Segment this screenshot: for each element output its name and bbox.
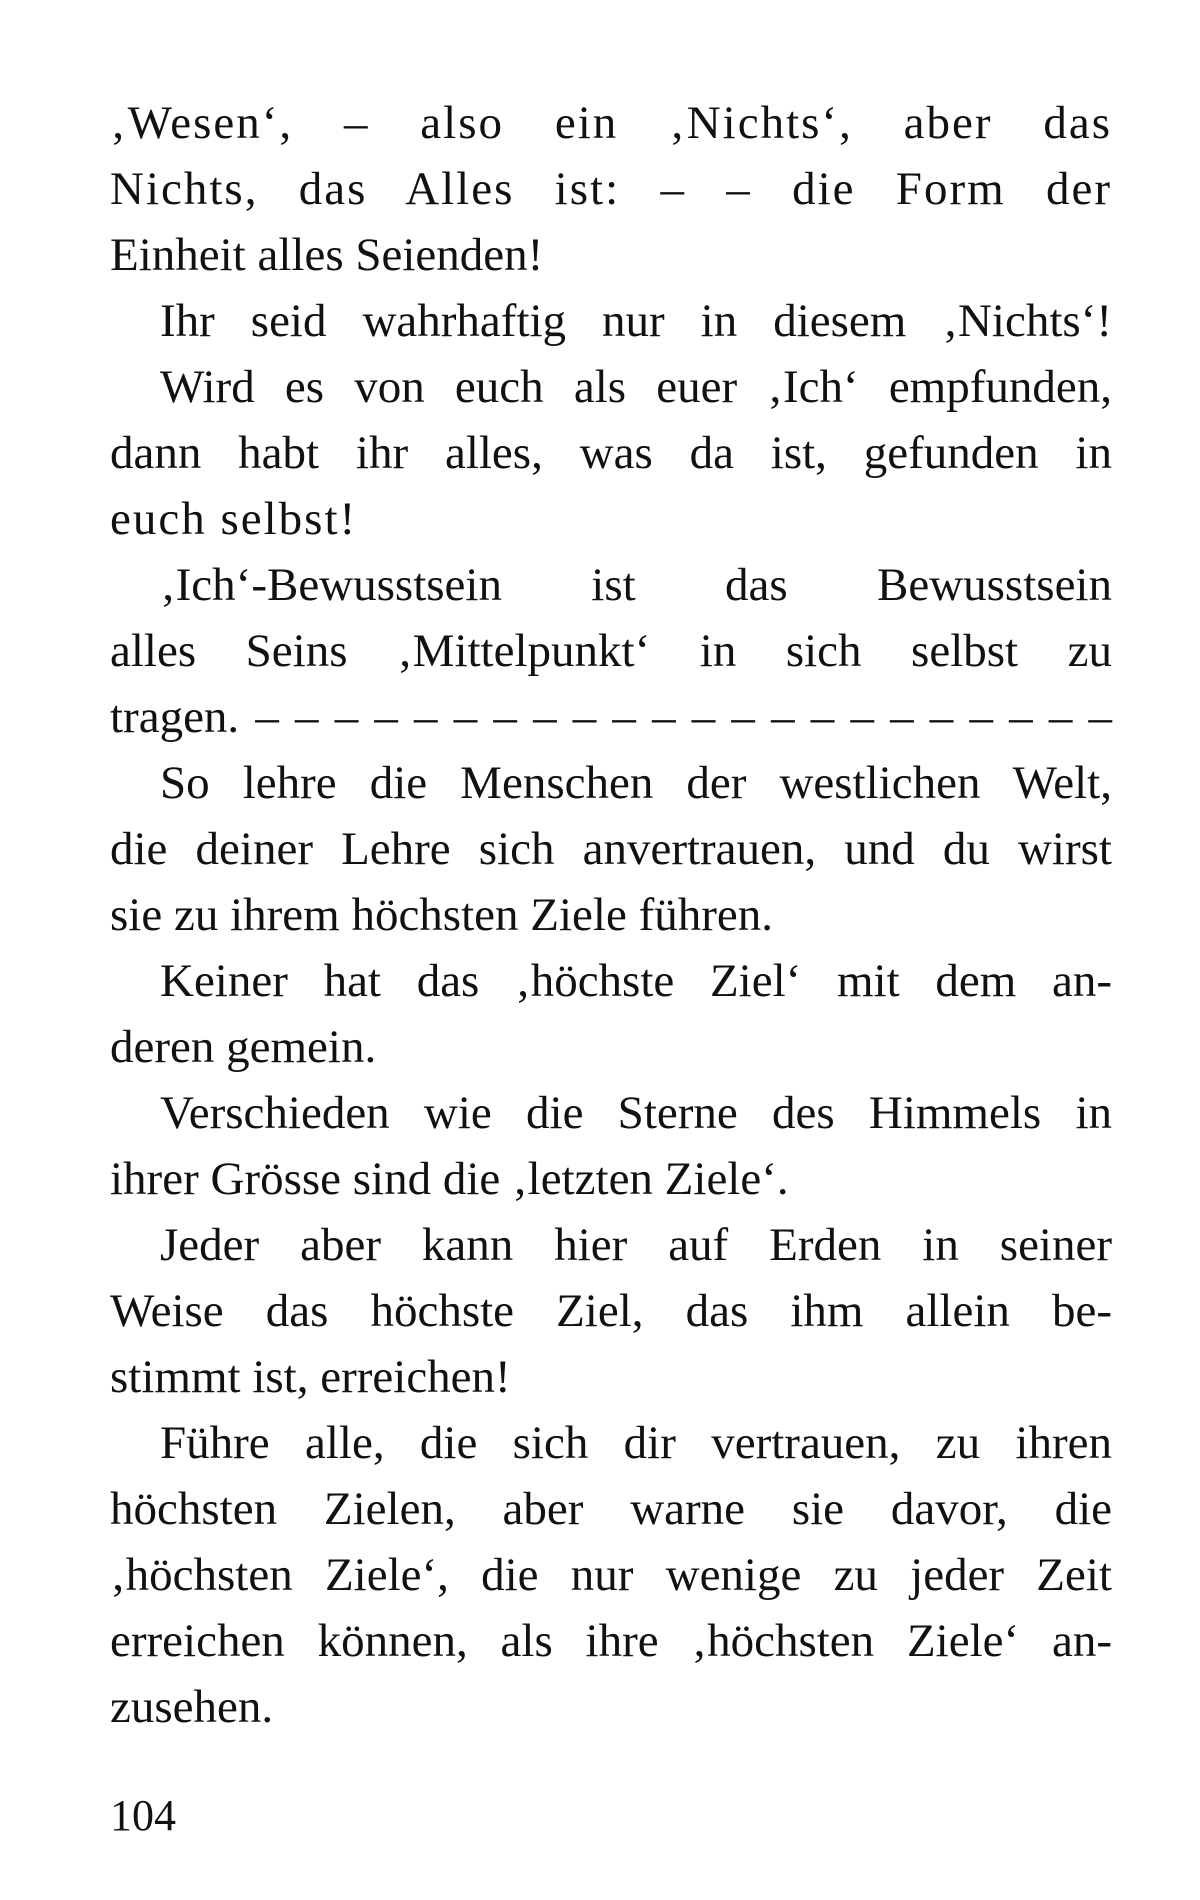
text-line: Verschieden wie die Sterne des Himmels in xyxy=(160,1087,1112,1139)
text-line: höchsten Zielen, aber warne sie davor, die xyxy=(110,1483,1112,1535)
text-line: dann habt ihr alles, was da ist, gefunden in xyxy=(110,427,1112,479)
text-line: Wird es von euch als euer ‚Ich‘ empfunden, xyxy=(160,361,1112,413)
text-line: stimmt ist, erreichen! xyxy=(110,1351,511,1403)
text-line: Weise das höchste Ziel, das ihm allein be- xyxy=(110,1285,1112,1337)
text-line: Nichts, das Alles ist: – – die Form der xyxy=(110,163,1112,215)
page-number: 104 xyxy=(110,1791,176,1840)
text-line: So lehre die Menschen der westlichen Welt, xyxy=(160,757,1112,809)
text-line: alles Seins ‚Mittelpunkt‘ in sich selbst zu xyxy=(110,625,1112,677)
text-line: ‚Wesen‘, – also ein ‚Nichts‘, aber das xyxy=(110,97,1112,149)
text-line: sie zu ihrem höchsten Ziele führen. xyxy=(110,889,773,941)
text-line: euch selbst! xyxy=(110,493,358,545)
text-line: zusehen. xyxy=(110,1681,274,1733)
text-line: Ihr seid wahrhaftig nur in diesem ‚Nichts‘! xyxy=(160,295,1112,347)
text-line: ‚höchsten Ziele‘, die nur wenige zu jeder Zeit xyxy=(110,1549,1112,1601)
text-line: deren gemein. xyxy=(110,1021,377,1073)
text-line: Jeder aber kann hier auf Erden in seiner xyxy=(160,1219,1112,1271)
text-line: Keiner hat das ‚höchste Ziel‘ mit dem an- xyxy=(160,955,1112,1007)
text-line: erreichen können, als ihre ‚höchsten Ziele‘ an- xyxy=(110,1615,1112,1667)
text-line: Einheit alles Seienden! xyxy=(110,229,544,281)
text-line: Führe alle, die sich dir vertrauen, zu ihren xyxy=(160,1417,1112,1469)
text-line: die deiner Lehre sich anvertrauen, und du wirst xyxy=(110,823,1112,875)
text-line: ‚Ich‘-Bewusstsein ist das Bewusstsein xyxy=(160,559,1112,611)
text-line: ihrer Grösse sind die ‚letzten Ziele‘. xyxy=(110,1153,789,1205)
text-line: tragen. – – – – – – – – – – – – – – – – – – – – – – xyxy=(110,691,1112,743)
